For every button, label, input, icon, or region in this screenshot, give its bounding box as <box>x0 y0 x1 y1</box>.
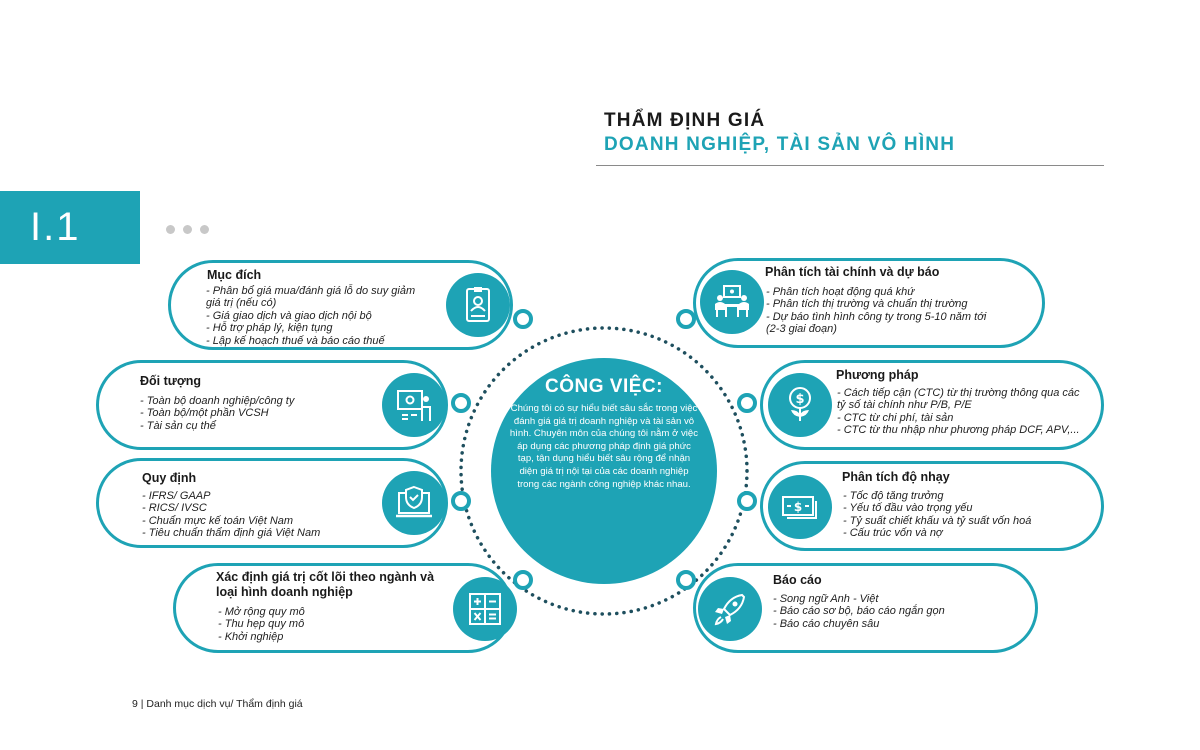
ring-node-bottom-left <box>513 570 533 590</box>
list-item: - IFRS/ GAAP <box>142 490 211 502</box>
list-item: - RICS/ IVSC <box>142 502 207 515</box>
box-list <box>843 490 1031 540</box>
list-item: - Tiêu chuẩn thẩm định giá Việt Nam <box>142 527 321 540</box>
list-item: - Yếu tố đầu vào trọng yếu <box>843 502 973 515</box>
svg-text:$: $ <box>793 500 803 514</box>
id-badge-icon <box>446 273 510 337</box>
banknote-icon <box>768 475 832 539</box>
list-item: - Song ngữ Anh - Việt <box>773 593 879 605</box>
shield-laptop-icon <box>382 471 446 535</box>
box-list <box>218 606 305 643</box>
box-title: Phân tích độ nhạy <box>842 470 950 484</box>
list-item: - Mở rộng quy mô <box>218 606 305 618</box>
box-title: Xác định giá trị cốt lõi theo ngành và loại hình doanh nghiệp <box>216 570 435 599</box>
ring-node-lower-left <box>451 491 471 511</box>
page-number: 9 <box>132 698 138 710</box>
list-item: tỷ số tài chính như P/B, P/E <box>837 399 972 412</box>
box-title: Phương pháp <box>836 368 919 382</box>
page-title-line2: DOANH NGHIỆP, TÀI SẢN VÔ HÌNH <box>604 134 956 155</box>
center-circle <box>491 358 717 584</box>
section-number-badge: I.1 <box>0 191 140 264</box>
list-item: - Tỷ suất chiết khấu và tỷ suất vốn hoá <box>843 514 1032 527</box>
box-list <box>837 387 1080 437</box>
list-item: - Phân bổ giá mua/đánh giá lỗ do suy giảm <box>206 285 416 297</box>
list-item: - Thu hẹp quy mô <box>218 618 305 631</box>
list-item: - Báo cáo sơ bộ, báo cáo ngắn gọn <box>773 605 945 618</box>
center-description: Chúng tôi có sự hiểu biết sâu sắc trong việc đánh giá giá trị doanh nghiệp và tài sản vô hình. Chuyên môn của chúng tôi nằm ở việc áp dụng các phương pháp định giá phức tạp, tận dụng hiểu biết sâu rộng để nhận diện giá trị nội tại của các doanh nghiệp trong các ngành công nghiệp khác nhau. <box>509 403 699 490</box>
list-item: - Lập kế hoạch thuế và báo cáo thuế <box>206 334 385 347</box>
rocket-icon <box>698 577 762 641</box>
page-footer: 9 | Danh mục dịch vụ/ Thẩm định giá <box>132 698 303 710</box>
list-item: - Cấu trúc vốn và nợ <box>843 527 943 540</box>
list-item: - Phân tích thị trường và chuẩn thị trường <box>766 298 968 311</box>
center-title: CÔNG VIỆC: <box>545 376 663 397</box>
ring-node-top-left <box>513 309 533 329</box>
svg-text:$: $ <box>795 392 805 407</box>
list-item: - Chuẩn mực kế toán Việt Nam <box>142 514 294 527</box>
money-plant-icon <box>768 373 832 437</box>
box-list <box>773 593 945 630</box>
list-item: - Cách tiếp cận (CTC) từ thị trường thông qua các <box>837 387 1080 399</box>
list-item: - CTC từ chi phí, tài sản <box>837 411 954 424</box>
calculator-icon <box>453 577 517 641</box>
box-title: Đối tượng <box>140 374 201 388</box>
list-item: - Dự báo tình hình công ty trong 5-10 năm tới <box>766 310 987 323</box>
footer-text: Danh mục dịch vụ/ Thẩm định giá <box>146 698 303 710</box>
ring-node-bottom-right <box>676 570 696 590</box>
meeting-icon <box>700 270 764 334</box>
ring-node-upper-right <box>737 393 757 413</box>
box-list <box>140 395 294 432</box>
box-list <box>766 286 986 336</box>
list-item: - Tài sản cụ thể <box>140 419 216 432</box>
box-title: Quy định <box>142 471 197 485</box>
list-item: - Giá giao dịch và giao dịch nội bộ <box>206 309 372 322</box>
ring-node-lower-right <box>737 491 757 511</box>
list-item: - Khởi nghiệp <box>218 630 284 643</box>
box-list <box>206 285 415 347</box>
list-item: - Báo cáo chuyên sâu <box>773 617 880 630</box>
presentation-icon <box>382 373 446 437</box>
list-item: - Toàn bộ doanh nghiệp/công ty <box>140 395 295 407</box>
list-item: - CTC từ thu nhập như phương pháp DCF, APV,... <box>837 424 1080 437</box>
box-list <box>142 490 320 540</box>
box-title: Mục đích <box>207 268 262 282</box>
box-title: Phân tích tài chính và dự báo <box>765 265 940 279</box>
list-item: giá trị (nếu có) <box>206 297 277 310</box>
list-item: - Phân tích hoạt động quá khứ <box>766 286 915 298</box>
list-item: - Toàn bộ/một phần VCSH <box>140 407 269 420</box>
page-title-line1: THẨM ĐỊNH GIÁ <box>604 110 766 131</box>
list-item: - Hỗ trợ pháp lý, kiện tụng <box>206 322 333 335</box>
ring-node-upper-left <box>451 393 471 413</box>
box-title: Báo cáo <box>773 573 822 587</box>
list-item: - Tốc độ tăng trưởng <box>843 490 944 502</box>
list-item: (2-3 giai đoạn) <box>766 323 837 336</box>
